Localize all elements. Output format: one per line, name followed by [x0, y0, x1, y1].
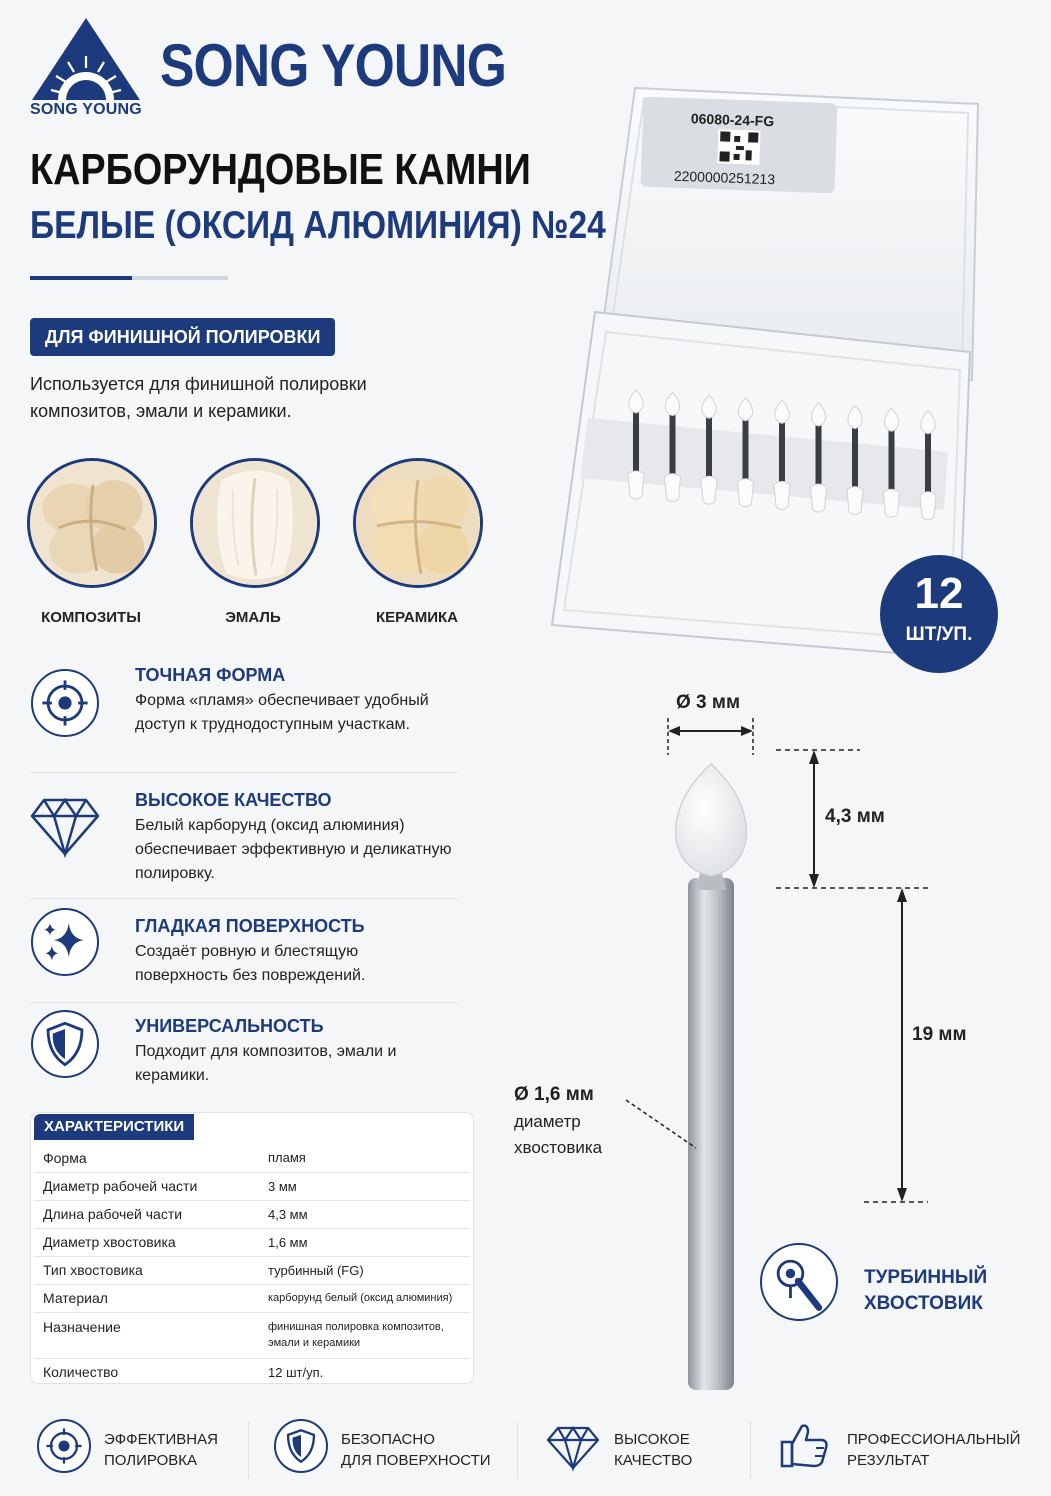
spec-label: Длина рабочей части — [34, 1200, 259, 1228]
turbine-handpiece-icon — [760, 1243, 838, 1321]
benefit-text-safe — [341, 1429, 491, 1471]
table-row — [34, 1284, 470, 1312]
table-row — [34, 1358, 470, 1386]
benefit-divider — [248, 1421, 249, 1479]
spec-value: 12 шт/уп. — [268, 1364, 324, 1380]
benefit-divider — [517, 1421, 518, 1479]
spec-value: карборунд белый (оксид алюминия) — [259, 1284, 470, 1312]
package-sku: 06080-24-FG — [690, 110, 775, 130]
ceramic-tooth-image — [353, 458, 483, 588]
benefit-line: ЭФФЕКТИВНАЯ — [104, 1431, 218, 1448]
brand-name: SONG YOUNG — [160, 32, 506, 99]
spec-label: Тип хвостовика — [34, 1256, 259, 1284]
spec-value: финишная полировка композитов, эмали и керамики — [259, 1312, 470, 1358]
table-row — [34, 1200, 470, 1228]
spec-label: Диаметр рабочей части — [34, 1172, 259, 1200]
benefit-text-effective — [104, 1429, 218, 1471]
feature-text-precise-shape: Форма «пламя» обеспечивает удобный доступ к труднодоступным участкам. — [135, 692, 429, 733]
brand-logo-caption: SONG YOUNG — [30, 101, 142, 118]
feature-title-smooth-surface: ГЛАДКАЯ ПОВЕРХНОСТЬ — [135, 916, 365, 936]
head-length-label: 4,3 мм — [825, 806, 885, 827]
quantity-unit: ШТ/УП. — [905, 624, 973, 645]
product-title: КАРБОРУНДОВЫЕ КАМНИ — [30, 145, 531, 194]
shank-diameter-caption: диаметр — [514, 1112, 581, 1131]
benefit-line: ПОЛИРОВКА — [104, 1452, 197, 1469]
feature-text-high-quality: Белый карборунд (оксид алюминия) обеспечивает эффективную и деликатную полировку. — [135, 817, 452, 882]
benefit-text-quality — [614, 1429, 692, 1471]
table-row — [34, 1144, 470, 1172]
shank-length-label: 19 мм — [912, 1024, 967, 1045]
feature-divider — [30, 772, 458, 773]
benefit-divider — [750, 1421, 751, 1479]
target-icon — [31, 669, 99, 737]
sparkles-icon — [31, 908, 99, 976]
purpose-badge: ДЛЯ ФИНИШНОЙ ПОЛИРОВКИ — [30, 318, 335, 356]
diamond-icon — [546, 1420, 600, 1474]
feature-title-universal: УНИВЕРСАЛЬНОСТЬ — [135, 1016, 324, 1036]
spec-label: Форма — [34, 1144, 259, 1172]
material-label-enamel: ЭМАЛЬ — [225, 609, 281, 626]
spec-value: турбинный (FG) — [259, 1256, 470, 1284]
benefit-text-professional — [847, 1429, 1020, 1471]
quantity-number: 12 — [914, 569, 964, 618]
spec-value: 1,6 мм — [259, 1228, 470, 1256]
turbine-label-line1: ТУРБИННЫЙ — [864, 1267, 988, 1288]
feature-text-smooth-surface: Создаёт ровную и блестящую поверхность без повреждений. — [135, 943, 366, 984]
bur-shank — [688, 878, 734, 1390]
feature-divider — [30, 1002, 458, 1003]
diamond-icon — [30, 794, 100, 858]
shank-diameter-caption: хвостовика — [514, 1138, 603, 1157]
material-label-composite: КОМПОЗИТЫ — [41, 609, 141, 626]
shank-diameter-label: Ø 1,6 мм — [514, 1084, 594, 1105]
target-icon — [37, 1419, 91, 1473]
turbine-shank-label — [864, 1265, 1014, 1317]
bur-head — [676, 764, 747, 876]
table-row — [34, 1228, 470, 1256]
title-divider-accent — [30, 276, 132, 280]
spec-label: Диаметр хвостовика — [34, 1228, 259, 1256]
quantity-badge — [880, 555, 998, 673]
table-row — [34, 1172, 470, 1200]
benefit-line: ПРОФЕССИОНАЛЬНЫЙ — [847, 1431, 1021, 1448]
product-subtitle: БЕЛЫЕ (ОКСИД АЛЮМИНИЯ) №24 — [30, 204, 606, 247]
composite-tooth-image — [27, 458, 157, 588]
benefit-line: РЕЗУЛЬТАТ — [847, 1452, 930, 1469]
table-row — [34, 1256, 470, 1284]
shield-icon — [274, 1419, 328, 1473]
feature-text-universal: Подходит для композитов, эмали и керамики. — [135, 1043, 397, 1084]
table-row — [34, 1312, 470, 1358]
specifications-header: ХАРАКТЕРИСТИКИ — [34, 1114, 194, 1140]
specifications-table — [34, 1144, 470, 1386]
benefit-line: КАЧЕСТВО — [614, 1452, 693, 1469]
benefit-line: ВЫСОКОЕ — [614, 1431, 690, 1448]
shield-icon — [31, 1010, 99, 1078]
spec-label: Количество — [43, 1364, 119, 1381]
package-barcode: 2200000251213 — [673, 167, 776, 188]
material-label-ceramic: КЕРАМИКА — [376, 609, 458, 626]
spec-value: пламя — [259, 1144, 470, 1172]
spec-value: 4,3 мм — [259, 1200, 470, 1228]
thumbs-up-icon — [778, 1418, 832, 1472]
spec-label: Материал — [34, 1284, 259, 1312]
package-burs — [628, 390, 936, 520]
feature-title-high-quality: ВЫСОКОЕ КАЧЕСТВО — [135, 790, 332, 810]
feature-divider — [30, 898, 458, 899]
enamel-tooth-image — [190, 458, 320, 588]
benefit-line: БЕЗОПАСНО — [341, 1431, 435, 1448]
spec-label: Назначение — [34, 1312, 259, 1358]
feature-title-precise-shape: ТОЧНАЯ ФОРМА — [135, 665, 286, 685]
spec-value: 3 мм — [259, 1172, 470, 1200]
benefit-line: ДЛЯ ПОВЕРХНОСТИ — [341, 1452, 491, 1469]
usage-description: Используется для финишной полировки композитов, эмали и керамики. — [30, 374, 367, 421]
turbine-label-line2: ХВОСТОВИК — [864, 1293, 983, 1314]
head-diameter-label: Ø 3 мм — [676, 692, 741, 713]
